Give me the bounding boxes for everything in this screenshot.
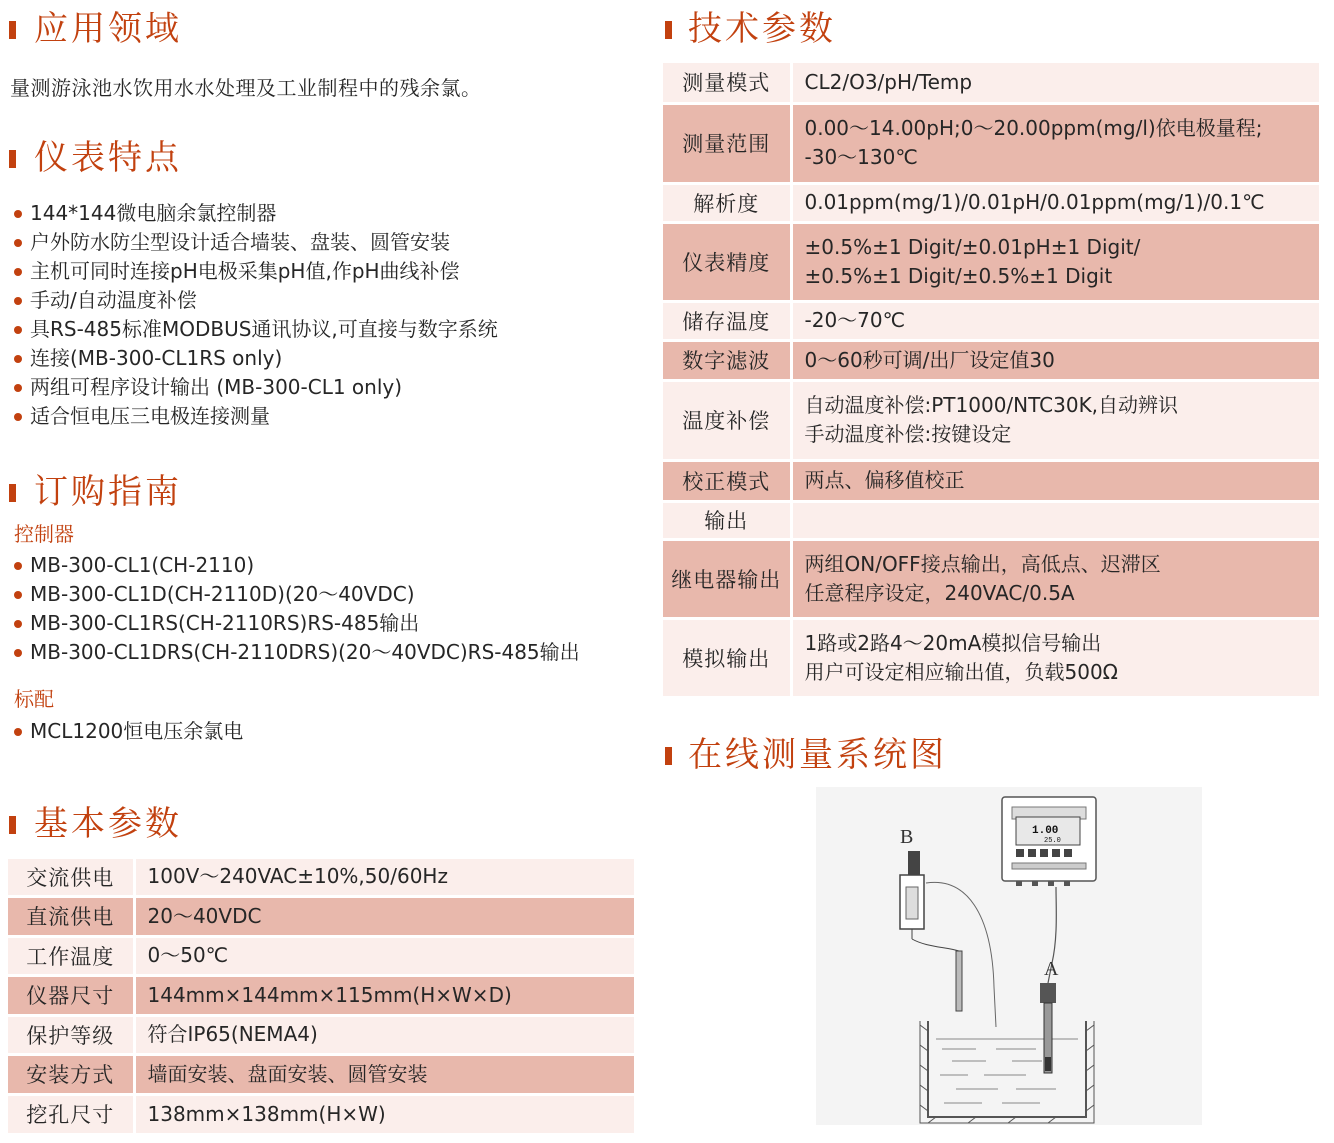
table-row bbox=[8, 896, 634, 936]
param-value: 144mm×144mm×115mm(H×W×D) bbox=[134, 975, 634, 1015]
controller-item: MB-300-CL1D(CH-2110D)(20～40VDC) bbox=[14, 580, 580, 609]
bullet-icon bbox=[14, 728, 22, 736]
bullet-icon bbox=[14, 562, 22, 570]
param-value: ±0.5%±1 Digit/±0.01pH±1 Digit/ ±0.5%±1 Digit/±0.5%±1 Digit bbox=[791, 222, 1319, 301]
basic-section-title bbox=[0, 797, 182, 843]
table-row bbox=[663, 380, 1319, 460]
controller-item: MB-300-CL1DRS(CH-2110DRS)(20～40VDC)RS-485输出 bbox=[14, 638, 580, 667]
order-section-title bbox=[0, 465, 182, 511]
table-row bbox=[663, 301, 1319, 340]
param-value bbox=[791, 501, 1319, 539]
param-key: 测量模式 bbox=[663, 63, 791, 103]
param-value: 0.00～14.00pH;0～20.00ppm(mg/l)依电极量程; -30～130℃ bbox=[791, 103, 1319, 183]
label-a: A bbox=[1044, 958, 1059, 980]
feature-item: 两组可程序设计输出 (MB-300-CL1 only) bbox=[14, 373, 498, 402]
table-row bbox=[8, 1015, 634, 1054]
param-key: 储存温度 bbox=[663, 301, 791, 340]
param-key: 模拟输出 bbox=[663, 618, 791, 696]
param-key: 数字滤波 bbox=[663, 340, 791, 380]
tech-title-text: 技术参数 bbox=[688, 8, 836, 49]
table-row bbox=[663, 618, 1319, 696]
bullet-icon bbox=[14, 384, 22, 392]
param-value: 墙面安装、盘面安装、圆管安装 bbox=[134, 1054, 634, 1094]
param-key: 继电器输出 bbox=[663, 539, 791, 618]
feature-list bbox=[14, 199, 498, 431]
bullet-icon bbox=[14, 649, 22, 657]
param-value: 100V～240VAC±10%,50/60Hz bbox=[134, 859, 634, 896]
feature-item: 户外防水防尘型设计适合墙装、盘装、圆管安装 bbox=[14, 228, 498, 257]
table-row bbox=[8, 1054, 634, 1094]
meter-temp: 25.0 bbox=[1044, 837, 1061, 845]
title-marker bbox=[9, 816, 16, 834]
param-key: 仪表精度 bbox=[663, 222, 791, 301]
param-value: 20～40VDC bbox=[134, 896, 634, 936]
sensor-b-icon bbox=[900, 826, 962, 1011]
title-marker bbox=[665, 747, 672, 765]
application-title-text: 应用领域 bbox=[34, 8, 182, 49]
controller-icon bbox=[1002, 797, 1096, 886]
controller-list bbox=[14, 551, 580, 667]
table-row bbox=[8, 859, 634, 896]
param-key: 挖孔尺寸 bbox=[8, 1094, 134, 1133]
bullet-icon bbox=[14, 297, 22, 305]
tank-icon bbox=[920, 1021, 1094, 1123]
table-row bbox=[663, 460, 1319, 501]
table-row bbox=[663, 539, 1319, 618]
title-marker bbox=[9, 21, 16, 39]
feature-item: 具RS-485标准MODBUS通讯协议,可直接与数字系统 bbox=[14, 315, 498, 344]
param-key: 直流供电 bbox=[8, 896, 134, 936]
sensor-a-icon bbox=[1040, 958, 1059, 1073]
bullet-icon bbox=[14, 620, 22, 628]
param-value: 1路或2路4～20mA模拟信号输出 用户可设定相应输出值，负载500Ω bbox=[791, 618, 1319, 696]
title-marker bbox=[9, 150, 16, 168]
bullet-icon bbox=[14, 355, 22, 363]
tech-section-title bbox=[662, 2, 836, 48]
param-value: 两点、偏移值校正 bbox=[791, 460, 1319, 501]
application-description: 量测游泳池水饮用水水处理及工业制程中的残余氯。 bbox=[10, 76, 482, 100]
bullet-icon bbox=[14, 239, 22, 247]
table-row bbox=[8, 975, 634, 1015]
param-key: 输出 bbox=[663, 501, 791, 539]
param-value: 符合IP65(NEMA4) bbox=[134, 1015, 634, 1054]
bullet-icon bbox=[14, 326, 22, 334]
title-marker bbox=[9, 484, 16, 502]
title-marker bbox=[665, 21, 672, 39]
controller-subheading: 控制器 bbox=[14, 522, 74, 546]
feature-item: 主机可同时连接pH电极采集pH值,作pH曲线补偿 bbox=[14, 257, 498, 286]
param-key: 仪器尺寸 bbox=[8, 975, 134, 1015]
tech-params-table bbox=[663, 63, 1319, 696]
water-icon bbox=[936, 1039, 1078, 1103]
system-diagram bbox=[816, 787, 1202, 1125]
standard-item: MCL1200恒电压余氯电 bbox=[14, 717, 243, 746]
bullet-icon bbox=[14, 591, 22, 599]
param-key: 解析度 bbox=[663, 183, 791, 222]
param-value: 138mm×138mm(H×W) bbox=[134, 1094, 634, 1133]
application-section-title bbox=[0, 2, 182, 48]
features-title-text: 仪表特点 bbox=[34, 137, 182, 178]
table-row bbox=[8, 936, 634, 975]
param-value: 0～50℃ bbox=[134, 936, 634, 975]
basic-title-text: 基本参数 bbox=[34, 803, 182, 844]
param-key: 工作温度 bbox=[8, 936, 134, 975]
bullet-icon bbox=[14, 210, 22, 218]
controller-item: MB-300-CL1RS(CH-2110RS)RS-485输出 bbox=[14, 609, 580, 638]
param-value: 0～60秒可调/出厂设定值30 bbox=[791, 340, 1319, 380]
standard-subheading: 标配 bbox=[14, 687, 54, 711]
param-key: 温度补偿 bbox=[663, 380, 791, 460]
param-value: CL2/O3/pH/Temp bbox=[791, 63, 1319, 103]
system-diagram-illustration bbox=[816, 787, 1202, 1125]
param-key: 测量范围 bbox=[663, 103, 791, 183]
label-b: B bbox=[900, 826, 914, 848]
system-title-text: 在线测量系统图 bbox=[688, 734, 947, 775]
table-row bbox=[663, 222, 1319, 301]
system-section-title bbox=[662, 728, 947, 774]
param-value: 自动温度补偿:PT1000/NTC30K,自动辨识 手动温度补偿:按键设定 bbox=[791, 380, 1319, 460]
param-key: 交流供电 bbox=[8, 859, 134, 896]
param-key: 保护等级 bbox=[8, 1015, 134, 1054]
table-row bbox=[663, 63, 1319, 103]
feature-item: 手动/自动温度补偿 bbox=[14, 286, 498, 315]
param-value: -20～70℃ bbox=[791, 301, 1319, 340]
table-row bbox=[663, 183, 1319, 222]
table-row bbox=[663, 340, 1319, 380]
table-row bbox=[663, 501, 1319, 539]
feature-item: 连接(MB-300-CL1RS only) bbox=[14, 344, 498, 373]
bullet-icon bbox=[14, 268, 22, 276]
param-value: 两组ON/OFF接点输出，高低点、迟滞区 任意程序设定，240VAC/0.5A bbox=[791, 539, 1319, 618]
meter-value: 1.00 bbox=[1032, 825, 1059, 837]
order-title-text: 订购指南 bbox=[34, 471, 182, 512]
table-row bbox=[8, 1094, 634, 1133]
feature-item: 适合恒电压三电极连接测量 bbox=[14, 402, 498, 431]
controller-item: MB-300-CL1(CH-2110) bbox=[14, 551, 580, 580]
param-value: 0.01ppm(mg/1)/0.01pH/0.01ppm(mg/1)/0.1℃ bbox=[791, 183, 1319, 222]
table-row bbox=[663, 103, 1319, 183]
basic-params-table bbox=[8, 859, 634, 1133]
features-section-title bbox=[0, 131, 182, 177]
bullet-icon bbox=[14, 413, 22, 421]
feature-item: 144*144微电脑余氯控制器 bbox=[14, 199, 498, 228]
standard-list bbox=[14, 717, 243, 746]
param-key: 校正模式 bbox=[663, 460, 791, 501]
param-key: 安装方式 bbox=[8, 1054, 134, 1094]
